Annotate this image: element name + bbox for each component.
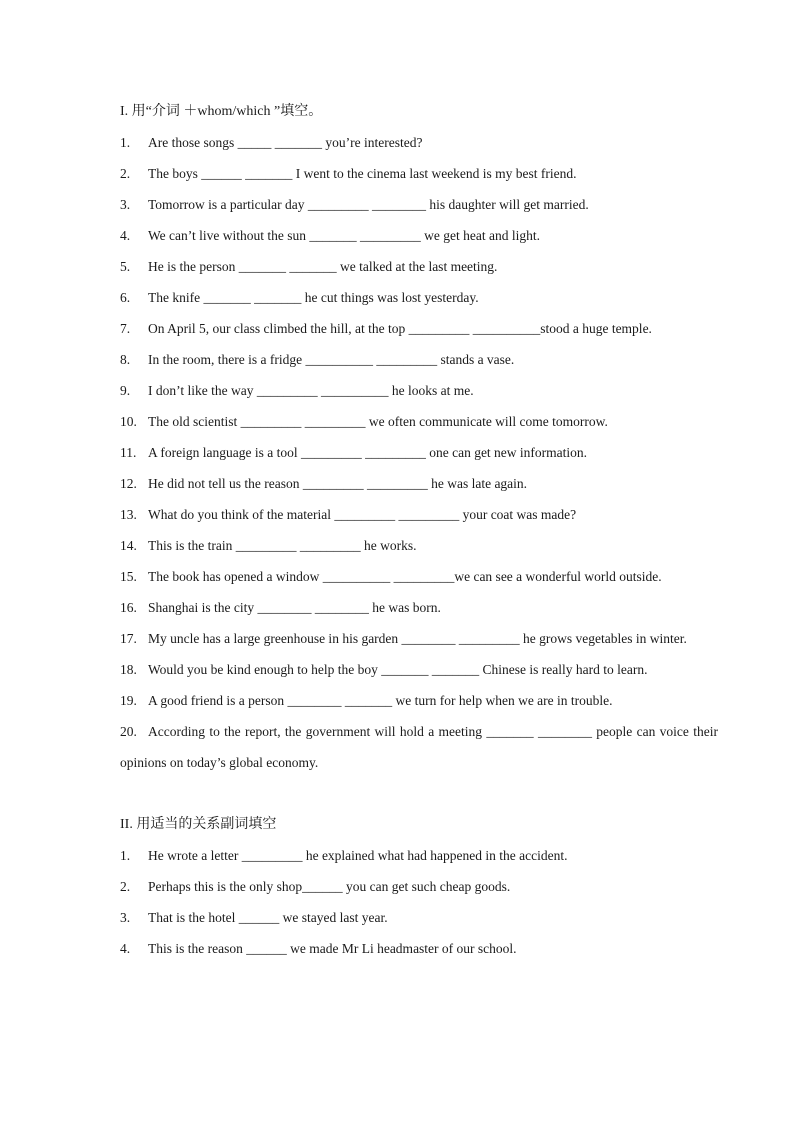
item-number: 9.	[120, 383, 131, 398]
item-number: 10.	[120, 414, 137, 429]
item-text: The book has opened a window __________ _________we can see a wonderful world outside.	[148, 569, 662, 584]
item-text: According to the report, the government will hold a meeting _______ ________ people can voice their opinions on today’s global economy.	[120, 724, 718, 770]
item-number: 4.	[120, 941, 131, 956]
item-text: What do you think of the material _________ _________ your coat was made?	[148, 507, 577, 522]
exercise-item	[120, 189, 718, 220]
item-number: 12.	[120, 476, 137, 491]
item-text: Are those songs _____ _______ you’re interested?	[148, 135, 423, 150]
item-number: 16.	[120, 600, 137, 615]
exercise-item	[120, 933, 718, 964]
section-2-list	[120, 840, 718, 964]
item-number: 6.	[120, 290, 131, 305]
exercise-item	[120, 623, 718, 654]
item-text: He did not tell us the reason _________ _________ he was late again.	[148, 476, 528, 491]
item-number: 8.	[120, 352, 131, 367]
item-number: 5.	[120, 259, 131, 274]
item-text: On April 5, our class climbed the hill, at the top _________ __________stood a huge temple.	[148, 321, 652, 336]
item-number: 2.	[120, 879, 131, 894]
exercise-item	[120, 530, 718, 561]
item-text: He wrote a letter _________ he explained what had happened in the accident.	[148, 848, 568, 863]
item-text: The old scientist _________ _________ we often communicate will come tomorrow.	[148, 414, 608, 429]
item-number: 3.	[120, 910, 131, 925]
item-number: 2.	[120, 166, 131, 181]
item-text: This is the reason ______ we made Mr Li headmaster of our school.	[148, 941, 517, 956]
item-text: He is the person _______ _______ we talked at the last meeting.	[148, 259, 498, 274]
item-number: 18.	[120, 662, 137, 677]
section-1-title: I. 用“介词 ＋whom/which ”填空。	[120, 104, 323, 119]
item-text: The knife _______ _______ he cut things was lost yesterday.	[148, 290, 479, 305]
item-number: 14.	[120, 538, 137, 553]
item-text: A foreign language is a tool _________ _________ one can get new information.	[148, 445, 588, 460]
exercise-item	[120, 468, 718, 499]
exercise-item	[120, 716, 718, 778]
item-number: 3.	[120, 197, 131, 212]
item-number: 20.	[120, 724, 137, 739]
item-number: 19.	[120, 693, 137, 708]
exercise-item	[120, 561, 718, 592]
exercise-item	[120, 313, 718, 344]
item-text: Perhaps this is the only shop______ you can get such cheap goods.	[148, 879, 511, 894]
exercise-item	[120, 344, 718, 375]
exercise-item	[120, 220, 718, 251]
item-number: 15.	[120, 569, 137, 584]
item-text: I don’t like the way _________ __________ he looks at me.	[148, 383, 474, 398]
section-1-list	[120, 127, 718, 778]
exercise-item	[120, 375, 718, 406]
item-number: 13.	[120, 507, 137, 522]
exercise-item	[120, 685, 718, 716]
exercise-item	[120, 127, 718, 158]
item-text: Tomorrow is a particular day _________ ________ his daughter will get married.	[148, 197, 589, 212]
exercise-item	[120, 592, 718, 623]
item-text: This is the train _________ _________ he works.	[148, 538, 417, 553]
item-text: Would you be kind enough to help the boy _______ _______ Chinese is really hard to learn.	[148, 662, 648, 677]
item-text: The boys ______ _______ I went to the cinema last weekend is my best friend.	[148, 166, 577, 181]
item-number: 17.	[120, 631, 137, 646]
item-number: 4.	[120, 228, 131, 243]
item-text: My uncle has a large greenhouse in his garden ________ _________ he grows vegetables in winter.	[148, 631, 687, 646]
item-number: 7.	[120, 321, 131, 336]
exercise-item	[120, 902, 718, 933]
item-text: We can’t live without the sun _______ _________ we get heat and light.	[148, 228, 540, 243]
item-text: That is the hotel ______ we stayed last year.	[148, 910, 388, 925]
exercise-item	[120, 871, 718, 902]
item-text: In the room, there is a fridge __________ _________ stands a vase.	[148, 352, 515, 367]
exercise-item	[120, 282, 718, 313]
exercise-item	[120, 437, 718, 468]
exercise-item	[120, 158, 718, 189]
exercise-item	[120, 406, 718, 437]
section-2-title: II. 用适当的关系副词填空	[120, 817, 277, 832]
section-gap	[120, 778, 718, 809]
item-number: 1.	[120, 135, 131, 150]
item-text: Shanghai is the city ________ ________ he was born.	[148, 600, 441, 615]
exercise-item	[120, 251, 718, 282]
item-number: 1.	[120, 848, 131, 863]
item-number: 11.	[120, 445, 137, 460]
worksheet	[120, 96, 718, 964]
exercise-item	[120, 840, 718, 871]
exercise-item	[120, 499, 718, 530]
exercise-item	[120, 654, 718, 685]
item-text: A good friend is a person ________ _______ we turn for help when we are in trouble.	[148, 693, 613, 708]
